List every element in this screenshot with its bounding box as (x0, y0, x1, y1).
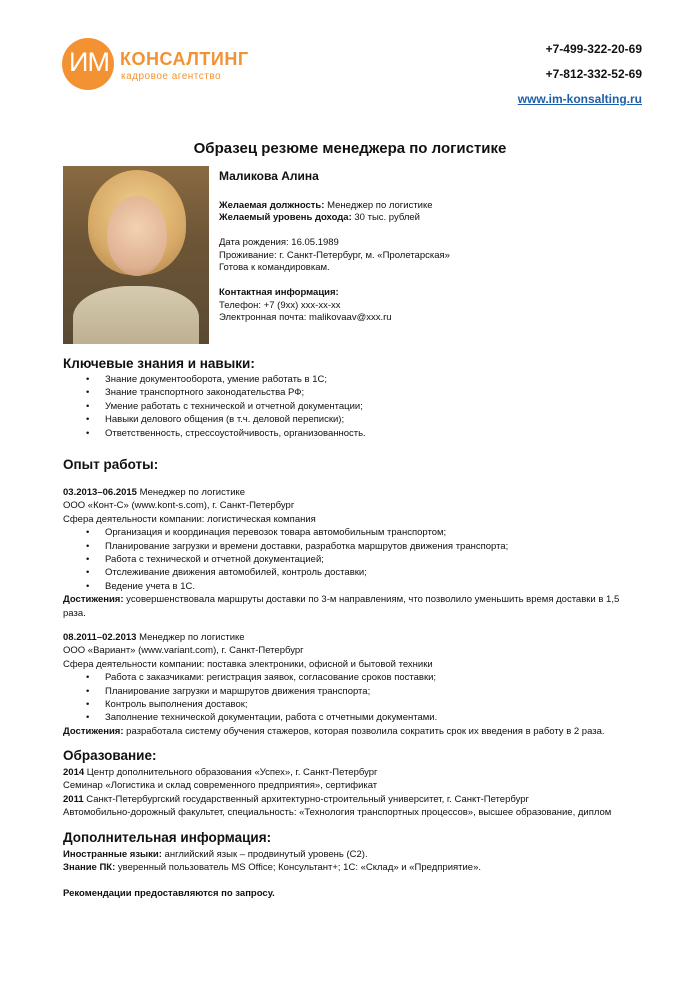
candidate-name: Маликова Алина (219, 169, 319, 183)
education-heading: Образование: (63, 748, 157, 763)
list-item: • Навыки делового общения (в т.ч. деловой переписки); (63, 413, 643, 426)
job-1 (63, 486, 643, 620)
job-period: 08.2011–02.2013 Менеджер по логистике (63, 632, 245, 643)
list-item: • Планирование загрузки и маршрутов движения транспорта; (63, 685, 643, 698)
residence: Проживание: г. Санкт-Петербург, м. «Пролетарская» (219, 249, 450, 261)
job-company: ООО «Вариант» (www.variant.com), г. Санкт-Петербург (63, 645, 304, 657)
contact-label: Контактная информация: (219, 287, 339, 298)
list-item: • Планирование загрузки и времени доставки, разработка маршрутов движения транспорта; (63, 540, 643, 553)
list-item: • Ведение учета в 1С. (63, 580, 643, 593)
page-title: Образец резюме менеджера по логистике (193, 140, 507, 157)
job-period: 03.2013–06.2015 Менеджер по логистике (63, 487, 246, 498)
logo-mark: ИМ (69, 47, 109, 77)
company-logo (62, 38, 252, 92)
desired-income: Желаемый уровень дохода: 30 тыс. рублей (219, 212, 420, 223)
contact-phone: Телефон: +7 (9хх) ххх-хх-хх (219, 299, 341, 311)
list-item: • Работа с технической и отчетной документацией; (63, 553, 643, 566)
job-achievements: Достижения: усовершенствовала маршруты доставки по 3-м направлениям, что позволило уменьшить время доставки в 1,5 раза. (63, 594, 620, 619)
references-note: Рекомендации предоставляются по запросу. (63, 888, 275, 900)
experience-heading: Опыт работы: (63, 457, 159, 472)
additional-heading: Дополнительная информация: (63, 830, 272, 845)
job-achievements: Достижения: разработала систему обучения стажеров, которая позволила сократить срок их введения в работу в 2 раза. (63, 725, 605, 737)
job-company: ООО «Конт-С» (www.kont-s.com), г. Санкт-Петербург (63, 500, 295, 512)
job-sphere: Сфера деятельности компании: логистическая компания (63, 513, 316, 525)
job-2 (63, 631, 643, 738)
list-item: • Знание документооборота, умение работать в 1С; (63, 373, 643, 386)
skills-heading: Ключевые знания и навыки: (63, 356, 255, 371)
list-item: • Умение работать с технической и отчетной документации; (63, 400, 643, 413)
travel-ready: Готова к командировкам. (219, 262, 330, 273)
list-item: • Организация и координация перевозок товара автомобильным транспортом; (63, 526, 643, 539)
education-list: 2014 Центр дополнительного образования «Успех», г. Санкт-Петербург Семинар «Логистика и склад современного предприятия», сертификат 2011 Санкт-Петербургский государственный архитектурно-строительный университет, г. Санкт-Петербург Автомобильно-дорожный факультет, специальность: «Технология транспортных процессов», высшее образование, диплом (63, 767, 612, 819)
contact-email: Электронная почта: malikovaav@xxx.ru (219, 312, 392, 323)
pc-skills: Знание ПК: уверенный пользователь MS Office; Консультант+; 1С: «Склад» и «Предприятие». (63, 862, 482, 874)
list-item: • Заполнение технической документации, работа с отчетными документами. (63, 711, 643, 724)
phone-2: +7-812-332-52-69 (545, 67, 642, 81)
education-year: 2014 (63, 767, 85, 778)
skills-list (63, 373, 643, 440)
personal-info (219, 170, 450, 325)
candidate-photo (63, 166, 209, 344)
list-item: • Знание транспортного законодательства РФ; (63, 386, 643, 399)
logo-name: КОНСАЛТИНГ (120, 49, 249, 69)
additional-info (63, 848, 643, 901)
website-link[interactable]: www.im-konsalting.ru (517, 92, 642, 106)
birth-date: Дата рождения: 16.05.1989 (219, 237, 339, 248)
logo-subtitle: кадровое агентство (121, 71, 222, 82)
desired-position: Желаемая должность: Менеджер по логистике (219, 199, 433, 211)
phone-1: +7-499-322-20-69 (545, 42, 642, 56)
job-sphere: Сфера деятельности компании: поставка электроники, офисной и бытовой техники (63, 658, 433, 670)
languages: Иностранные языки: английский язык – продвинутый уровень (С2). (63, 849, 368, 860)
list-item: • Работа с заказчиками: регистрация заявок, согласование сроков поставки; (63, 671, 643, 684)
education-year: 2011 (63, 793, 84, 805)
list-item: • Ответственность, стрессоустойчивость, организованность. (63, 427, 643, 440)
list-item: • Отслеживание движения автомобилей, контроль доставки; (63, 566, 643, 579)
header-contacts (518, 42, 642, 117)
list-item: • Контроль выполнения доставок; (63, 698, 643, 711)
